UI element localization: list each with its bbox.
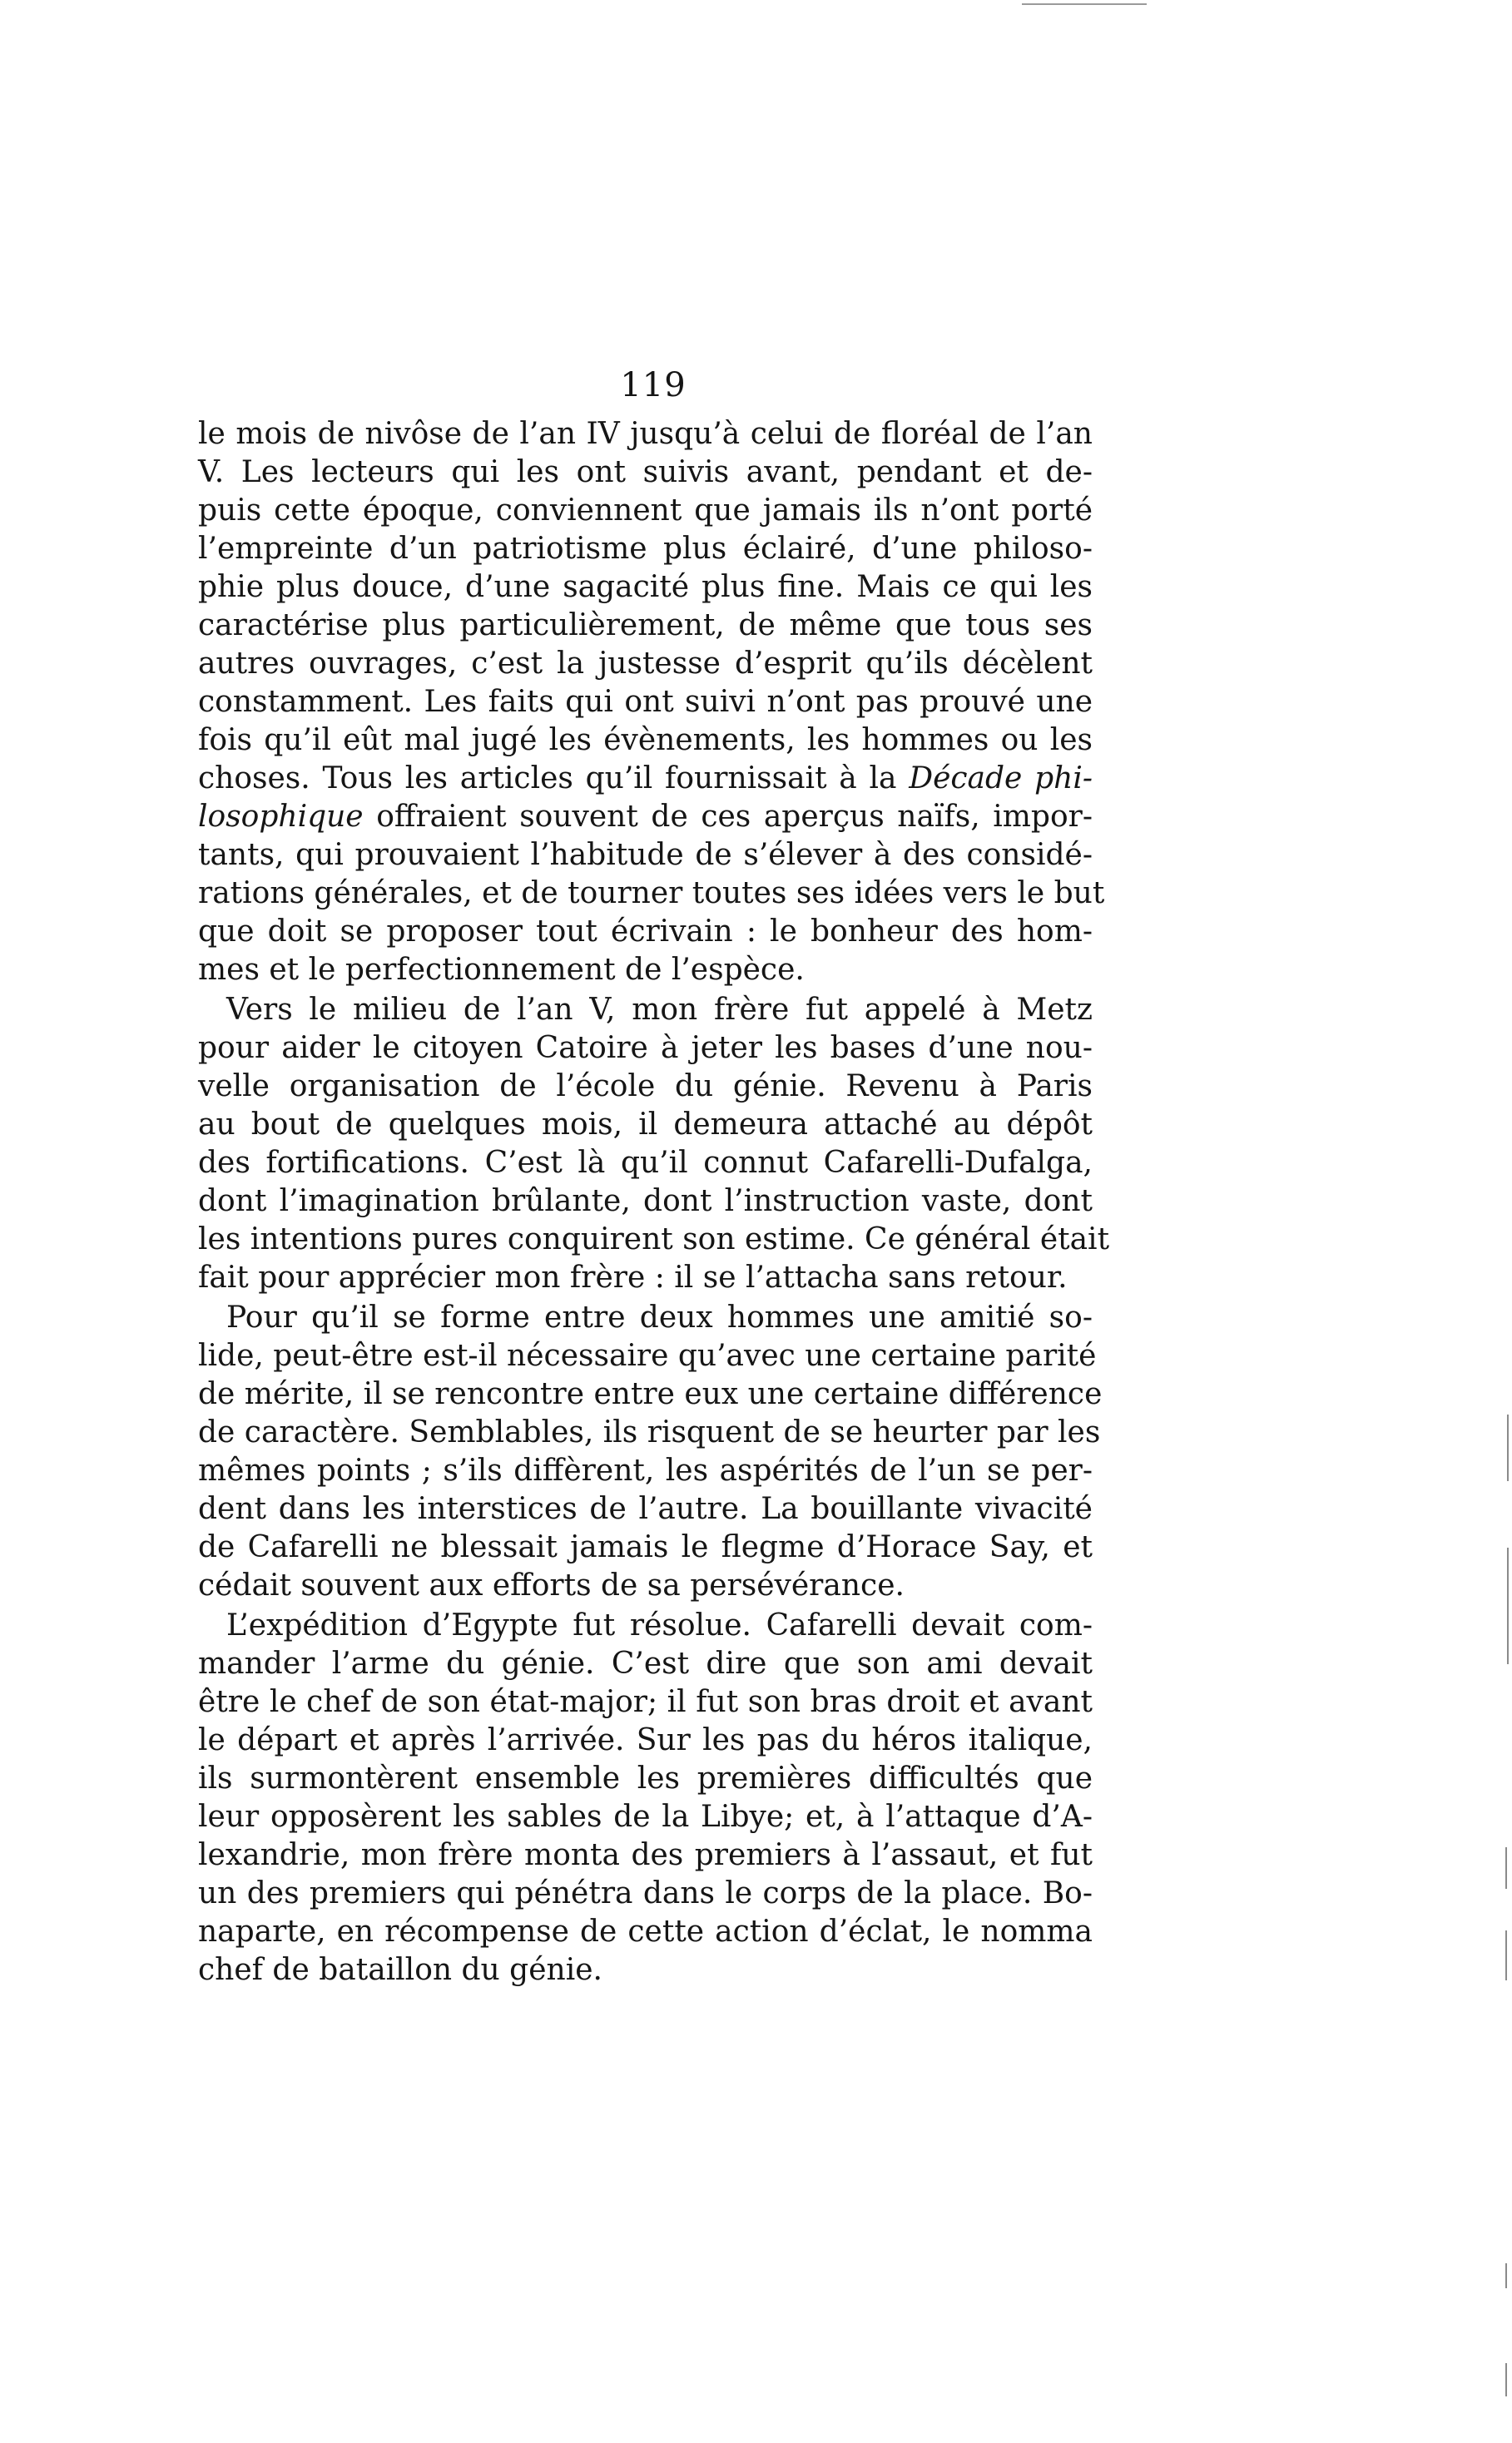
text-line: dont l’imagination brûlante, dont l’instruction vaste, dont [198,1184,1093,1218]
text-line: le mois de nivôse de l’an IV jusqu’à celui de floréal de l’an [198,417,1093,451]
text-line: l’empreinte d’un patriotisme plus éclairé, d’une philoso- [198,532,1093,566]
text-line: fait pour apprécier mon frère : il se l’attacha sans retour. [198,1261,1068,1295]
text-line: L’expédition d’Egypte fut résolue. Cafarelli devait com- [226,1608,1093,1643]
text-line: le départ et après l’arrivée. Sur les pas du héros italique, [198,1723,1093,1757]
page-number: 119 [620,366,687,404]
text-line: un des premiers qui pénétra dans le corps de la place. Bo- [198,1876,1093,1910]
text-line: cédait souvent aux efforts de sa persévérance. [198,1568,905,1603]
text-run: offraient souvent de ces aperçus naïfs, impor- [376,800,1093,834]
text-line: dent dans les interstices de l’autre. La bouillante vivacité [198,1492,1093,1526]
text-line: naparte, en récompense de cette action d’éclat, le nomma [198,1915,1093,1949]
text-line: au bout de quelques mois, il demeura attaché au dépôt [198,1108,1093,1142]
text-line: Vers le milieu de l’an V, mon frère fut appelé à Metz [226,993,1093,1027]
edge-mark [1505,2363,1507,2396]
edge-mark [1505,1847,1507,1889]
italic-title: losophique [198,800,364,834]
edge-mark [1507,1548,1509,1664]
text-line: puis cette époque, conviennent que jamais ils n’ont porté [198,493,1093,528]
edge-mark [1505,1930,1507,1980]
text-line: mes et le perfectionnement de l’espèce. [198,953,805,987]
text-line: être le chef de son état-major; il fut son bras droit et avant [198,1685,1093,1719]
text-line: rations générales, et de tourner toutes ses idées vers le but [198,876,1105,910]
text-line: lexandrie, mon frère monta des premiers à l’assaut, et fut [198,1838,1093,1872]
text-line: ils surmontèrent ensemble les premières difficultés que [198,1762,1093,1796]
text-line: de caractère. Semblables, ils risquent de se heurter par les [198,1415,1101,1449]
text-line [198,797,1093,837]
text-line: que doit se proposer tout écrivain : le bonheur des hom- [198,914,1093,949]
text-line: chef de bataillon du génie. [198,1953,602,1987]
text-line: les intentions pures conquirent son estime. Ce général était [198,1222,1110,1256]
text-line: mander l’arme du génie. C’est dire que son ami devait [198,1647,1093,1681]
text-line: pour aider le citoyen Catoire à jeter les bases d’une nou- [198,1031,1093,1065]
text-line: mêmes points ; s’ils diffèrent, les aspérités de l’un se per- [198,1454,1093,1488]
text-line: tants, qui prouvaient l’habitude de s’élever à des considé- [198,838,1093,872]
text-line [198,759,1093,799]
edge-mark [1507,1415,1509,1481]
italic-title: Décade phi- [909,761,1093,795]
text-line: velle organisation de l’école du génie. Revenu à Paris [198,1069,1093,1103]
top-rule [1022,3,1147,5]
text-line: des fortifications. C’est là qu’il connut Cafarelli-Dufalga, [198,1146,1093,1180]
text-line: leur opposèrent les sables de la Libye; et, à l’attaque d’A- [198,1800,1093,1834]
edge-mark [1505,2263,1507,2288]
text-line: V. Les lecteurs qui les ont suivis avant, pendant et de- [198,455,1093,489]
text-line: lide, peut-être est-il nécessaire qu’avec une certaine parité [198,1339,1097,1373]
text-run: choses. Tous les articles qu’il fournissait à la [198,761,897,795]
text-line: autres ouvrages, c’est la justesse d’esprit qu’ils décèlent [198,647,1093,681]
text-line: constamment. Les faits qui ont suivi n’ont pas prouvé une [198,685,1093,719]
text-line: de Cafarelli ne blessait jamais le flegme d’Horace Say, et [198,1530,1093,1564]
text-line: Pour qu’il se forme entre deux hommes une amitié so- [226,1301,1093,1335]
text-line: caractérise plus particulièrement, de même que tous ses [198,608,1093,642]
text-line: phie plus douce, d’une sagacité plus fine. Mais ce qui les [198,570,1093,604]
text-line: de mérite, il se rencontre entre eux une certaine différence [198,1377,1103,1411]
text-line: fois qu’il eût mal jugé les évènements, les hommes ou les [198,723,1093,757]
